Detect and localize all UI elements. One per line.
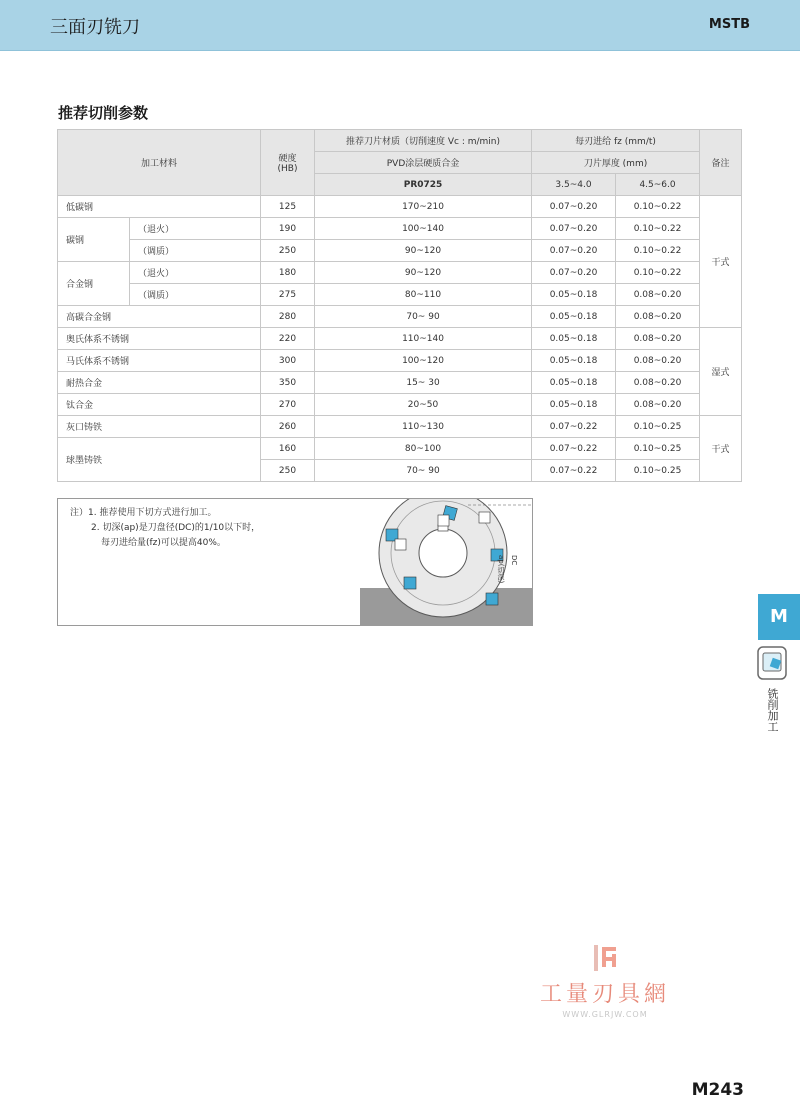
material-cell: 高碳合金钢	[58, 306, 261, 328]
feed-cell-1: 0.05~0.18	[532, 394, 616, 416]
feed-cell-1: 0.05~0.18	[532, 350, 616, 372]
feed-cell-2: 0.10~0.22	[616, 240, 700, 262]
speed-cell: 20~50	[315, 394, 532, 416]
speed-cell: 100~120	[315, 350, 532, 372]
remark-dry: 干式	[700, 416, 742, 482]
speed-cell: 15~ 30	[315, 372, 532, 394]
hardness-cell: 260	[261, 416, 315, 438]
feed-cell-1: 0.07~0.22	[532, 460, 616, 482]
table-row	[58, 350, 742, 372]
header-note: 备注	[700, 130, 742, 196]
milling-icon	[756, 645, 788, 681]
hardness-cell: 180	[261, 262, 315, 284]
material-sub-cell: （调质）	[130, 284, 261, 306]
note-line-1: 注）1. 推荐使用下切方式进行加工。	[70, 508, 217, 518]
hardness-cell: 275	[261, 284, 315, 306]
material-cell: 灰口铸铁	[58, 416, 261, 438]
table-row	[58, 306, 742, 328]
header-grade: PR0725	[315, 174, 532, 196]
feed-cell-2: 0.08~0.20	[616, 284, 700, 306]
label-ap: ap(切深)	[497, 555, 505, 584]
side-label: 铣削加工	[766, 688, 779, 732]
hardness-cell: 190	[261, 218, 315, 240]
speed-cell: 110~130	[315, 416, 532, 438]
note-line-2: 2. 切深(ap)是刀盘径(DC)的1/10以下时，	[91, 523, 261, 533]
watermark-url: WWW.GLRJW.COM	[562, 1010, 648, 1019]
cutting-parameters-table	[57, 129, 742, 482]
header-material: 加工材料	[58, 130, 261, 196]
feed-cell-2: 0.10~0.22	[616, 196, 700, 218]
hardness-cell: 280	[261, 306, 315, 328]
table-row	[58, 438, 742, 460]
header-thickness: 刀片厚度 (mm)	[532, 152, 700, 174]
header-hardness: 硬度 (HB)	[261, 130, 315, 196]
table-row	[58, 196, 742, 218]
table-row	[58, 372, 742, 394]
label-dc: DC	[510, 555, 518, 566]
hardness-cell: 250	[261, 460, 315, 482]
section-title: 推荐切削参数	[58, 104, 149, 122]
table-row	[58, 218, 742, 240]
feed-cell-2: 0.08~0.20	[616, 350, 700, 372]
watermark-logo-icon	[590, 943, 620, 973]
material-sub-cell: （调质）	[130, 240, 261, 262]
note-line-3: 每刃进给量(fz)可以提高40%。	[101, 538, 226, 548]
hardness-cell: 125	[261, 196, 315, 218]
speed-cell: 110~140	[315, 328, 532, 350]
feed-cell-2: 0.10~0.25	[616, 438, 700, 460]
material-sub-cell: （退火）	[130, 218, 261, 240]
header-thickness-1: 3.5~4.0	[532, 174, 616, 196]
feed-cell-1: 0.05~0.18	[532, 284, 616, 306]
feed-cell-1: 0.07~0.20	[532, 240, 616, 262]
hardness-cell: 160	[261, 438, 315, 460]
feed-cell-1: 0.07~0.22	[532, 416, 616, 438]
table-row	[58, 394, 742, 416]
header-thickness-2: 4.5~6.0	[616, 174, 700, 196]
feed-cell-1: 0.07~0.20	[532, 262, 616, 284]
table-row	[58, 416, 742, 438]
insert-shape	[479, 512, 490, 523]
material-cell: 低碳钢	[58, 196, 261, 218]
header-grade-type: PVD涂层硬质合金	[315, 152, 532, 174]
feed-cell-1: 0.07~0.20	[532, 218, 616, 240]
feed-cell-1: 0.05~0.18	[532, 306, 616, 328]
table-row	[58, 240, 742, 262]
notes-box	[57, 498, 533, 626]
material-cell: 耐热合金	[58, 372, 261, 394]
material-cell: 碳钢	[58, 218, 130, 262]
watermark	[540, 943, 670, 1019]
hardness-cell: 220	[261, 328, 315, 350]
material-cell: 马氏体系不锈钢	[58, 350, 261, 372]
material-cell: 合金钢	[58, 262, 130, 306]
hardness-cell: 270	[261, 394, 315, 416]
feed-cell-2: 0.08~0.20	[616, 328, 700, 350]
feed-cell-2: 0.10~0.25	[616, 460, 700, 482]
insert-shape	[438, 515, 449, 526]
speed-cell: 70~ 90	[315, 460, 532, 482]
insert-shape	[486, 593, 498, 605]
header-feed: 每刃进给 fz (mm/t)	[532, 130, 700, 152]
feed-cell-2: 0.08~0.20	[616, 306, 700, 328]
speed-cell: 100~140	[315, 218, 532, 240]
speed-cell: 70~ 90	[315, 306, 532, 328]
remark-dry: 干式	[700, 196, 742, 328]
remark-wet: 湿式	[700, 328, 742, 416]
material-cell: 球墨铸铁	[58, 438, 261, 482]
feed-cell-1: 0.05~0.18	[532, 372, 616, 394]
feed-cell-2: 0.10~0.22	[616, 218, 700, 240]
section-tab-m[interactable]: M	[758, 594, 800, 640]
table-row	[58, 328, 742, 350]
feed-cell-1: 0.05~0.18	[532, 328, 616, 350]
insert-shape	[404, 577, 416, 589]
speed-cell: 80~110	[315, 284, 532, 306]
feed-cell-2: 0.08~0.20	[616, 394, 700, 416]
table-row	[58, 262, 742, 284]
hardness-cell: 300	[261, 350, 315, 372]
feed-cell-2: 0.10~0.25	[616, 416, 700, 438]
material-sub-cell: （退火）	[130, 262, 261, 284]
feed-cell-2: 0.10~0.22	[616, 262, 700, 284]
page-number: M243	[691, 1080, 744, 1100]
material-cell: 钛合金	[58, 394, 261, 416]
product-code: MSTB	[708, 17, 750, 32]
speed-cell: 170~210	[315, 196, 532, 218]
speed-cell: 90~120	[315, 262, 532, 284]
speed-cell: 80~100	[315, 438, 532, 460]
watermark-text: 工量刃具網	[540, 982, 671, 1007]
speed-cell: 90~120	[315, 240, 532, 262]
insert-shape	[395, 539, 406, 550]
page-header	[0, 0, 800, 51]
hardness-cell: 350	[261, 372, 315, 394]
hardness-cell: 250	[261, 240, 315, 262]
table-row	[58, 284, 742, 306]
page-title: 三面刃铣刀	[50, 17, 140, 38]
feed-cell-2: 0.08~0.20	[616, 372, 700, 394]
feed-cell-1: 0.07~0.22	[532, 438, 616, 460]
feed-cell-1: 0.07~0.20	[532, 196, 616, 218]
header-speed: 推荐刀片材质（切削速度 Vc : m/min)	[315, 130, 532, 152]
material-cell: 奥氏体系不锈钢	[58, 328, 261, 350]
